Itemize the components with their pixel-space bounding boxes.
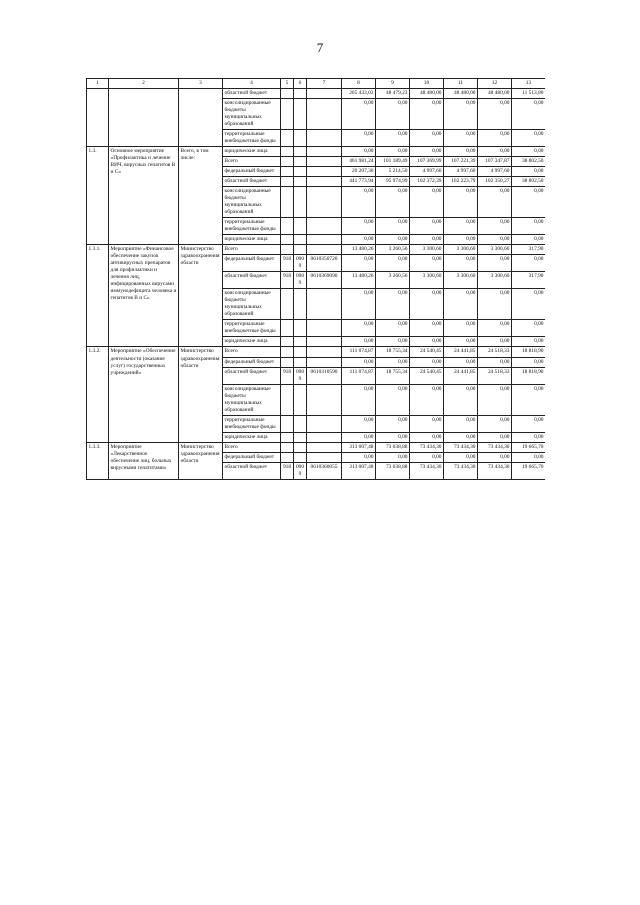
amount-cell: 0,00: [512, 218, 546, 235]
column-header: 1: [87, 79, 109, 89]
amount-cell: 3 300,60: [410, 245, 444, 255]
amount-cell: 38 802,50: [512, 157, 546, 167]
amount-cell: 0,00: [410, 235, 444, 245]
amount-cell: 4 997,60: [478, 167, 512, 177]
budget-code-gr: [281, 147, 294, 157]
amount-cell: 0,00: [342, 218, 376, 235]
budget-code-csr: 0610369090: [307, 272, 342, 289]
funding-source: федеральный бюджет: [223, 167, 281, 177]
amount-cell: 111 074,87: [342, 347, 376, 357]
budget-code-rz: 0909: [294, 255, 307, 272]
amount-cell: 18 818,90: [512, 347, 546, 357]
header-row: [87, 79, 546, 89]
amount-cell: 0,00: [376, 337, 410, 347]
amount-cell: 24 518,33: [478, 347, 512, 357]
item-executor: Всего, в том числе:: [179, 147, 223, 245]
amount-cell: 461 981,24: [342, 157, 376, 167]
amount-cell: 0,00: [444, 289, 478, 320]
amount-cell: 0,00: [512, 384, 546, 415]
budget-code-csr: 0610310590: [307, 367, 342, 384]
budget-code-rz: [294, 147, 307, 157]
amount-cell: 0,00: [376, 357, 410, 367]
amount-cell: 0,00: [410, 384, 444, 415]
budget-code-csr: [307, 89, 342, 99]
item-name: Мероприятие «Лекарственное обеспечение лиц, больных вирусными гепатитами»: [109, 442, 179, 479]
item-executor: Министерство здравоохранения области: [179, 442, 223, 479]
amount-cell: 0,00: [512, 130, 546, 147]
column-header: 2: [109, 79, 179, 89]
amount-cell: 0,00: [410, 415, 444, 432]
budget-code-csr: [307, 130, 342, 147]
amount-cell: 0,00: [410, 320, 444, 337]
amount-cell: 0,00: [512, 320, 546, 337]
item-code: 1.3.3.: [87, 442, 109, 479]
amount-cell: 0,00: [444, 218, 478, 235]
column-header: 5: [281, 79, 294, 89]
amount-cell: 73 434,30: [478, 442, 512, 452]
amount-cell: 3 300,60: [478, 245, 512, 255]
item-name: Мероприятие «Обеспечение деятельности (оказание услуг) государственных учреждений»: [109, 347, 179, 442]
amount-cell: 0,00: [342, 384, 376, 415]
funding-source: юридические лица: [223, 147, 281, 157]
amount-cell: 0,00: [478, 187, 512, 218]
amount-cell: 0,00: [478, 235, 512, 245]
amount-cell: 73 434,30: [444, 462, 478, 479]
amount-cell: 0,00: [342, 452, 376, 462]
amount-cell: 0,00: [410, 432, 444, 442]
table-row: [87, 147, 546, 157]
item-code: 1.3.: [87, 147, 109, 245]
budget-code-gr: [281, 357, 294, 367]
budget-code-csr: [307, 347, 342, 357]
amount-cell: 0,00: [444, 255, 478, 272]
amount-cell: 0,00: [342, 289, 376, 320]
budget-code-gr: [281, 235, 294, 245]
amount-cell: 0,00: [410, 147, 444, 157]
amount-cell: 102 372,39: [410, 177, 444, 187]
budget-code-rz: [294, 452, 307, 462]
budget-table: [86, 78, 545, 480]
amount-cell: 0,00: [410, 255, 444, 272]
amount-cell: 38 802,50: [512, 177, 546, 187]
amount-cell: 0,00: [444, 357, 478, 367]
amount-cell: 18 818,90: [512, 367, 546, 384]
amount-cell: 0,00: [478, 415, 512, 432]
column-header: 13: [512, 79, 546, 89]
funding-source: территориальные внебюджетные фонды: [223, 218, 281, 235]
amount-cell: 0,00: [410, 218, 444, 235]
budget-code-csr: [307, 245, 342, 255]
amount-cell: 107 347,87: [478, 157, 512, 167]
table-row: [87, 442, 546, 452]
amount-cell: 0,00: [444, 432, 478, 442]
budget-code-rz: [294, 289, 307, 320]
amount-cell: 0,00: [376, 187, 410, 218]
amount-cell: 0,00: [444, 415, 478, 432]
funding-source: Всего: [223, 442, 281, 452]
amount-cell: 0,00: [512, 337, 546, 347]
budget-code-csr: [307, 147, 342, 157]
funding-source: федеральный бюджет: [223, 452, 281, 462]
budget-code-rz: [294, 245, 307, 255]
budget-code-csr: 0610360055: [307, 462, 342, 479]
amount-cell: 0,00: [478, 218, 512, 235]
funding-source: областной бюджет: [223, 367, 281, 384]
amount-cell: 13 480,26: [342, 272, 376, 289]
amount-cell: 0,00: [444, 384, 478, 415]
funding-source: Всего: [223, 245, 281, 255]
budget-code-gr: [281, 442, 294, 452]
amount-cell: 48 480,00: [444, 89, 478, 99]
amount-cell: 95 974,99: [376, 177, 410, 187]
amount-cell: 0,00: [410, 289, 444, 320]
budget-code-rz: [294, 130, 307, 147]
amount-cell: 107 221,39: [444, 157, 478, 167]
amount-cell: 0,00: [478, 130, 512, 147]
amount-cell: 24 441,85: [444, 367, 478, 384]
amount-cell: 73 038,88: [376, 462, 410, 479]
amount-cell: 102 350,27: [478, 177, 512, 187]
funding-source: консолидированные бюджеты муниципальных образований: [223, 384, 281, 415]
amount-cell: 0,00: [342, 432, 376, 442]
item-code: [87, 89, 109, 147]
amount-cell: 73 434,30: [478, 462, 512, 479]
budget-code-csr: [307, 415, 342, 432]
amount-cell: 0,00: [444, 320, 478, 337]
amount-cell: 0,00: [478, 432, 512, 442]
column-header: 3: [179, 79, 223, 89]
column-header: 7: [307, 79, 342, 89]
funding-source: юридические лица: [223, 337, 281, 347]
page-number: 7: [316, 40, 324, 55]
amount-cell: 0,00: [376, 320, 410, 337]
budget-code-csr: [307, 157, 342, 167]
budget-code-gr: [281, 452, 294, 462]
amount-cell: 111 074,87: [342, 367, 376, 384]
budget-code-gr: [281, 432, 294, 442]
amount-cell: 0,00: [342, 130, 376, 147]
amount-cell: 3 260,56: [376, 272, 410, 289]
amount-cell: 73 434,30: [410, 462, 444, 479]
amount-cell: 0,00: [410, 187, 444, 218]
amount-cell: 3 300,60: [444, 245, 478, 255]
budget-code-rz: [294, 218, 307, 235]
funding-source: территориальные внебюджетные фонды: [223, 130, 281, 147]
budget-code-gr: [281, 177, 294, 187]
budget-code-rz: [294, 320, 307, 337]
item-name: Мероприятие «Финансовое обеспечение закупок антивирусных препаратов для профилактики и лечения лиц, инфицированных вирусами иммунодефицита человека и гепатитов В и С»: [109, 245, 179, 347]
budget-code-rz: 0909: [294, 462, 307, 479]
amount-cell: 20 207,30: [342, 167, 376, 177]
amount-cell: 24 540,45: [410, 367, 444, 384]
amount-cell: 0,00: [444, 452, 478, 462]
funding-source: консолидированные бюджеты муниципальных образований: [223, 289, 281, 320]
amount-cell: 0,00: [376, 255, 410, 272]
budget-code-csr: [307, 320, 342, 337]
amount-cell: 0,00: [512, 432, 546, 442]
budget-code-rz: [294, 415, 307, 432]
amount-cell: 0,00: [410, 452, 444, 462]
amount-cell: 18 755,34: [376, 367, 410, 384]
amount-cell: 317,90: [512, 272, 546, 289]
amount-cell: 18 755,34: [376, 347, 410, 357]
funding-source: областной бюджет: [223, 462, 281, 479]
budget-code-csr: [307, 337, 342, 347]
budget-code-gr: [281, 157, 294, 167]
amount-cell: 3 300,60: [410, 272, 444, 289]
amount-cell: 0,00: [512, 357, 546, 367]
funding-source: территориальные внебюджетные фонды: [223, 320, 281, 337]
table-container: [86, 78, 545, 480]
budget-code-csr: [307, 452, 342, 462]
budget-code-gr: [281, 130, 294, 147]
item-name: Основное мероприятие «Профилактика и лечение ВИЧ, вирусных гепатитов В и С»: [109, 147, 179, 245]
amount-cell: 313 007,48: [342, 462, 376, 479]
amount-cell: 0,00: [376, 415, 410, 432]
budget-code-csr: [307, 442, 342, 452]
amount-cell: 205 433,03: [342, 89, 376, 99]
budget-code-gr: 918: [281, 367, 294, 384]
budget-code-gr: [281, 218, 294, 235]
budget-code-gr: [281, 384, 294, 415]
amount-cell: 3 260,56: [376, 245, 410, 255]
amount-cell: 0,00: [478, 255, 512, 272]
amount-cell: 0,00: [342, 415, 376, 432]
amount-cell: 107 369,99: [410, 157, 444, 167]
amount-cell: 0,00: [376, 452, 410, 462]
amount-cell: 0,00: [410, 337, 444, 347]
amount-cell: 101 189,49: [376, 157, 410, 167]
amount-cell: 0,00: [512, 289, 546, 320]
budget-code-gr: 918: [281, 272, 294, 289]
amount-cell: 0,00: [342, 357, 376, 367]
amount-cell: 0,00: [376, 289, 410, 320]
budget-code-rz: [294, 235, 307, 245]
table-body: [87, 89, 546, 480]
budget-code-gr: [281, 347, 294, 357]
table-row: [87, 89, 546, 99]
amount-cell: 48 480,00: [478, 89, 512, 99]
budget-code-csr: [307, 167, 342, 177]
amount-cell: 19 665,70: [512, 442, 546, 452]
amount-cell: 0,00: [376, 235, 410, 245]
budget-code-csr: [307, 357, 342, 367]
amount-cell: 0,00: [512, 99, 546, 130]
funding-source: федеральный бюджет: [223, 357, 281, 367]
amount-cell: 0,00: [478, 452, 512, 462]
budget-code-csr: [307, 235, 342, 245]
amount-cell: 13 480,26: [342, 245, 376, 255]
budget-code-csr: [307, 99, 342, 130]
amount-cell: 24 441,85: [444, 347, 478, 357]
amount-cell: 24 540,45: [410, 347, 444, 357]
amount-cell: 0,00: [376, 99, 410, 130]
amount-cell: 317,90: [512, 245, 546, 255]
amount-cell: 73 038,88: [376, 442, 410, 452]
column-header: 8: [342, 79, 376, 89]
budget-code-rz: [294, 187, 307, 218]
amount-cell: 3 300,60: [478, 272, 512, 289]
amount-cell: 0,00: [342, 99, 376, 130]
amount-cell: 0,00: [376, 147, 410, 157]
amount-cell: 0,00: [444, 130, 478, 147]
amount-cell: 0,00: [512, 187, 546, 218]
amount-cell: 0,00: [444, 235, 478, 245]
amount-cell: 0,00: [512, 452, 546, 462]
budget-code-gr: [281, 167, 294, 177]
funding-source: юридические лица: [223, 432, 281, 442]
amount-cell: 24 518,33: [478, 367, 512, 384]
amount-cell: 0,00: [342, 320, 376, 337]
amount-cell: 73 434,30: [444, 442, 478, 452]
amount-cell: 5 214,50: [376, 167, 410, 177]
amount-cell: 0,00: [444, 337, 478, 347]
budget-code-gr: 918: [281, 255, 294, 272]
budget-code-rz: [294, 432, 307, 442]
budget-code-rz: 0909: [294, 367, 307, 384]
budget-code-rz: [294, 89, 307, 99]
amount-cell: 0,00: [478, 320, 512, 337]
amount-cell: 0,00: [478, 147, 512, 157]
amount-cell: 0,00: [376, 218, 410, 235]
amount-cell: 0,00: [376, 432, 410, 442]
budget-code-rz: [294, 357, 307, 367]
amount-cell: 0,00: [512, 167, 546, 177]
amount-cell: 0,00: [410, 99, 444, 130]
amount-cell: 0,00: [342, 147, 376, 157]
budget-code-gr: [281, 187, 294, 218]
amount-cell: 48 479,23: [376, 89, 410, 99]
amount-cell: 313 007,48: [342, 442, 376, 452]
amount-cell: 48 480,00: [410, 89, 444, 99]
amount-cell: 0,00: [478, 357, 512, 367]
amount-cell: 19 665,70: [512, 462, 546, 479]
budget-code-csr: [307, 187, 342, 218]
amount-cell: 0,00: [444, 147, 478, 157]
budget-code-gr: [281, 415, 294, 432]
amount-cell: 0,00: [478, 337, 512, 347]
column-header: 10: [410, 79, 444, 89]
amount-cell: 4 997,60: [410, 167, 444, 177]
funding-source: областной бюджет: [223, 177, 281, 187]
column-header: 11: [444, 79, 478, 89]
budget-code-rz: 0909: [294, 272, 307, 289]
amount-cell: 0,00: [376, 130, 410, 147]
item-name: [109, 89, 179, 147]
budget-code-rz: [294, 177, 307, 187]
budget-code-rz: [294, 99, 307, 130]
amount-cell: 0,00: [478, 289, 512, 320]
table-row: [87, 245, 546, 255]
budget-code-csr: [307, 289, 342, 320]
amount-cell: 0,00: [512, 235, 546, 245]
budget-code-gr: [281, 245, 294, 255]
item-code: 1.3.2.: [87, 347, 109, 442]
funding-source: областной бюджет: [223, 272, 281, 289]
budget-code-gr: 918: [281, 462, 294, 479]
amount-cell: 0,00: [342, 337, 376, 347]
amount-cell: 4 997,60: [444, 167, 478, 177]
amount-cell: 0,00: [478, 99, 512, 130]
budget-code-gr: [281, 337, 294, 347]
budget-code-gr: [281, 99, 294, 130]
funding-source: консолидированные бюджеты муниципальных образований: [223, 187, 281, 218]
budget-code-rz: [294, 337, 307, 347]
amount-cell: 102 223,79: [444, 177, 478, 187]
column-header: 4: [223, 79, 281, 89]
budget-code-rz: [294, 384, 307, 415]
column-header: 6: [294, 79, 307, 89]
budget-code-csr: [307, 218, 342, 235]
amount-cell: 0,00: [342, 235, 376, 245]
budget-code-rz: [294, 442, 307, 452]
table-row: [87, 347, 546, 357]
amount-cell: 0,00: [410, 357, 444, 367]
amount-cell: 0,00: [512, 255, 546, 272]
amount-cell: 0,00: [376, 384, 410, 415]
funding-source: консолидированные бюджеты муниципальных образований: [223, 99, 281, 130]
funding-source: юридические лица: [223, 235, 281, 245]
budget-code-rz: [294, 157, 307, 167]
budget-code-csr: 0610350720: [307, 255, 342, 272]
budget-code-gr: [281, 289, 294, 320]
amount-cell: 11 513,80: [512, 89, 546, 99]
budget-code-csr: [307, 432, 342, 442]
budget-code-gr: [281, 320, 294, 337]
amount-cell: 0,00: [444, 99, 478, 130]
amount-cell: 73 434,30: [410, 442, 444, 452]
budget-code-gr: [281, 89, 294, 99]
column-header: 12: [478, 79, 512, 89]
item-code: 1.3.1.: [87, 245, 109, 347]
funding-source: областной бюджет: [223, 89, 281, 99]
budget-code-rz: [294, 347, 307, 357]
item-executor: [179, 89, 223, 147]
funding-source: Всего: [223, 157, 281, 167]
amount-cell: 441 773,94: [342, 177, 376, 187]
amount-cell: 0,00: [410, 130, 444, 147]
amount-cell: 0,00: [342, 187, 376, 218]
funding-source: федеральный бюджет: [223, 255, 281, 272]
item-executor: Министерство здравоохранения области: [179, 245, 223, 347]
amount-cell: 0,00: [342, 255, 376, 272]
funding-source: территориальные внебюджетные фонды: [223, 415, 281, 432]
item-executor: Министерство здравоохранения области: [179, 347, 223, 442]
budget-code-rz: [294, 167, 307, 177]
amount-cell: 0,00: [478, 384, 512, 415]
funding-source: Всего: [223, 347, 281, 357]
amount-cell: 0,00: [512, 147, 546, 157]
column-header: 9: [376, 79, 410, 89]
budget-code-csr: [307, 177, 342, 187]
amount-cell: 3 300,60: [444, 272, 478, 289]
budget-code-csr: [307, 384, 342, 415]
amount-cell: 0,00: [444, 187, 478, 218]
amount-cell: 0,00: [512, 415, 546, 432]
